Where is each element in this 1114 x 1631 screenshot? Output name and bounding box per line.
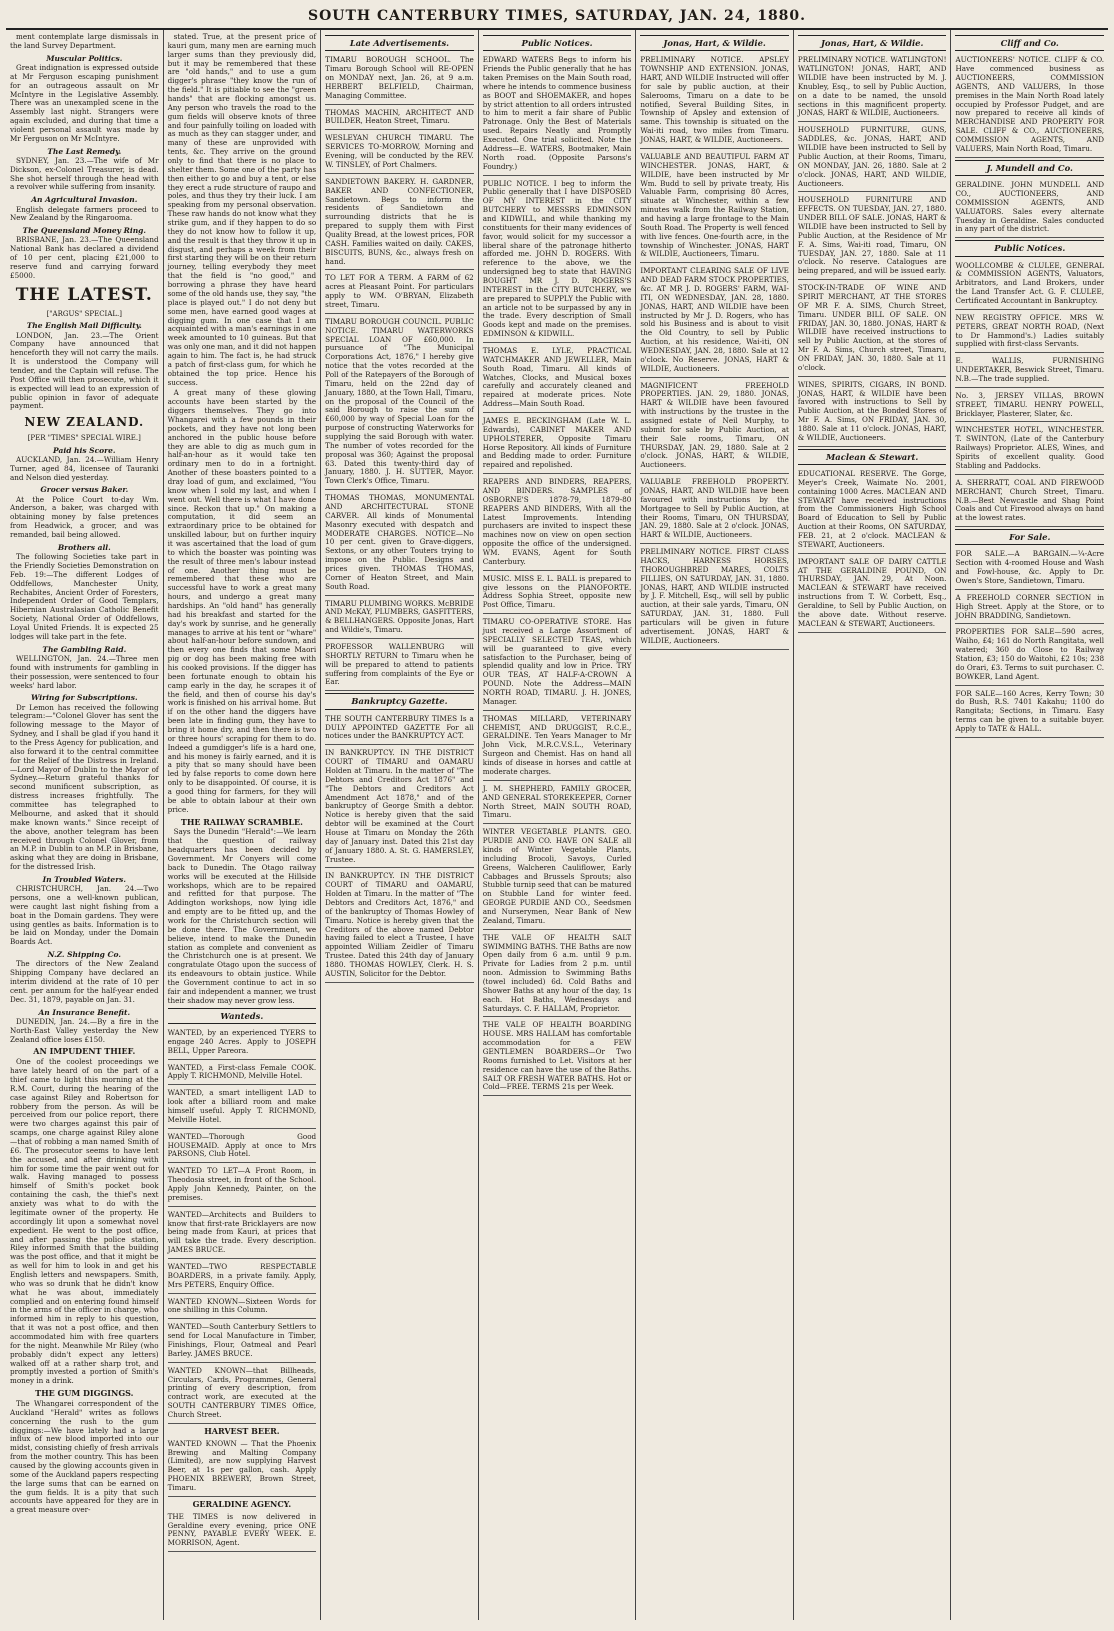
- advertisement: HOUSEHOLD FURNITURE, GUNS, SADDLES, &c. JONAS, HART, AND WILDIE have been instructed to Sell by Public Auction, at their Rooms, Timaru, ON MONDAY, JAN. 26, 1880. Sale at 2 o'clock. JONAS, HART, AND WILDIE, Auctioneers.: [798, 124, 947, 192]
- advertisement: MUSIC. MISS E. L. BALL is prepared to give lessons on the PIANOFORTE. Address Sophia Street, opposite new Post Office, Timaru.: [483, 573, 632, 614]
- advertisement: WINES, SPIRITS, CIGARS, IN BOND. JONAS, HART, & WILDIE have been favored with instructions to Sell by Public Auction, at the Bonded Stores of Mr F. A. Sims, ON FRIDAY, JAN. 30, 1880. Sale at 11 o'clock. JONAS, HART, & WILDIE, Auctioneers.: [798, 379, 947, 447]
- column-3: [321, 30, 479, 1620]
- advertisement: A. SHERRATT, COAL AND FIREWOOD MERCHANT, Church Street, Timaru. N.B.—Best Newcastle and Shag Point Coals and Cut Firewood always on hand at the lowest rates.: [955, 477, 1104, 527]
- advertisement: AUCTIONEERS' NOTICE. CLIFF & CO. Have commenced business as AUCTIONEERS, COMMISSION AGENTS, AND VALUERS, In those premises in the Main North Road lately occupied by Professor Pudget, and are now prepared to receive all kinds of MERCHANDISE AND PROPERTY FOR SALE. CLIFF & CO., AUCTIONEERS, COMMISSION AGENTS, AND VALUERS, Main North Road, Timaru.: [955, 54, 1104, 157]
- advertisement: WANTED, by an experienced TYERS to engage 240 Acres. Apply to JOSEPH BELL, Upper Pareora.: [168, 1027, 317, 1060]
- advertisement: WANTED KNOWN—Sixteen Words for one shilling in this Column.: [168, 1296, 317, 1320]
- advertisement: WANTED KNOWN — That the Phoenix Brewing and Malting Company (Limited), are now supplying Harvest Beer, at 1s per gallon, cash. Apply PHOENIX BREWERY, Brown Street, Timaru.: [168, 1438, 317, 1497]
- article-paragraph: BRISBANE, Jan. 23.—The Queensland National Bank has declared a dividend of 10 per cent, placing £21,000 to reserve fund and carrying forward £5000.: [10, 235, 159, 280]
- article-paragraph: A great many of these glowing accounts have been started by the diggers themselves. They go into Whangarei with a few pounds in their pockets, and they have not long been anchored in the public house before they are able to dig as much gum in half-an-hour as it would take ten ordinary men to do in a fortnight. Another of these boasters pointed to a dray load of gum, and exclaimed, "You know when I sold my last, and when I went out. Well there is what I have done since. Reckon that up." On making a computation, it did seem an extraordinary price to be obtained for unskilled labour, but on further inquiry it was ascertained that the load of gum to which the boaster was pointing was the result of three men's labour instead of one. Another thing must be remembered that these who are successful have to work a great many hours, and undergo a great many hardships. An "old hand" has generally had his breakfast and started for the day's work by sunrise, and he generally manages to arrive at his tent or "whare" about half-an-hour before sundown, and then every one finds that some Maori pig or dog has been making free with his cooked provisions. If the digger has been fortunate enough to obtain his camp early in the day, he scrapes it of the field, and then of course his day's work is finished on his arrival home. But if on the other hand the diggers have been late in finding gum, they have to bring it home dry, and then there is two or three hours' scraping for them to do. Indeed a gumdigger's life is a hard one, and his money is fairly earned, and it is a pity that so many should have been led by false reports to come down here only to be disappointed. Of course, it is a good thing for farmers, for they will be able to obtain labour at their own price.: [167, 388, 317, 814]
- article-paragraph: The Whangarei correspondent of the Auckland "Herald" writes as follows concerning the rush to the gum diggings:—We have lately had a large influx of new blood imported into our midst, consisting chiefly of fresh arrivals from the mother country. This has been caused by the glowing accounts given in some of the Auckland papers respecting the large sums that can be earned on the gum fields. It is a pity that such accounts have appeared for they are in a great measure over-: [10, 1398, 159, 1515]
- article-paragraph: One of the coolest proceedings we have lately heard of on the part of a thief came to light this morning at the R.M. Court, during the hearing of the case against Riley and Robertson for robbery from the person. As will be perceived from our police report, there were two charges against this pair of scamps, one charge against Riley alone—that of robbing a man named Smith of £6. The prosecutor seems to have lent the accused, and after drinking with him for some time the pair went out for walk. Having managed to possess himself of Smith's pocket book containing the cash, the thief's next anxiety was what to do with the legitimate owner of the property. He accordingly lit upon a somewhat novel expedient. He went to the post office, and after passing the police station, Riley informed Smith that the building was the post office, and that it might be as well for him to look in and get his English letters and newspapers. Smith, who was so drunk that he didn't know what he was about, immediately complied and on entering found himself in the arms of the officer in charge, who informed him in reply to his question, that it was not a post office, and then accommodated him with free quarters for the night. Meanwhile Mr Riley (who probably didn't expect any letters) walked off at a rather sharp trot, and promptly invested a portion of Smith's money in a drink.: [10, 1057, 159, 1386]
- advertisement: PRELIMINARY NOTICE. FIRST CLASS HACKS, HARNESS HORSES, THOROUGHBRED MARES, COLTS FILLIES, ON SATURDAY, JAN. 31, 1880. JONAS, HART, AND WILDIE instructed by J. F. Mitchell, Esq., will sell by public auction, at their sale yards, Timaru, ON SATURDAY, JAN. 31, 1880. Full particulars will be given in future advertisement. JONAS, HART & WILDIE, Auctioneers.: [640, 546, 789, 649]
- advertisement: E. WALLIS, FURNISHING UNDERTAKER, Beswick Street, Timaru. N.B.—The trade supplied.: [955, 355, 1104, 388]
- wire-credit: [PER "TIMES" SPECIAL WIRE.]: [27, 434, 141, 442]
- latest-banner: THE LATEST.: [15, 284, 153, 305]
- advertisement: WANTED—TWO RESPECTABLE BOARDERS, in a private family. Apply, Mrs PETERS, Enquiry Office.: [168, 1261, 317, 1294]
- article-paragraph: stated. True, at the present price of kauri gum, many men are earning much larger sums than they previously did, but it may be remembered that these are "old hands," and to use a gum digger's phrase "they know the run of the field." It is pitiable to see the "green hands" that are flocking amongst us. Any person who travels the road to the gum fields will observe knots of three and four painfully toiling on loaded with as much as they can stagger under, and many of these are unprovided with tents, &c. They arrive on the ground only to find that there is no place to shelter them. Some one of the party has then either to go and buy a tent, or else they erect a rude structure of raupo and poles, and thus they try their luck. I am speaking from my personal observation. These raw hands do not know what they strike gum, and if they happen to do so they do not know how to follow it up, and the result is that they throw it up in disgust, and perhaps a week from their first starting they will be on their return journey, telling everybody they meet that the field is "no good," and borrowing a phrase they have heard some of the old hands use, they say, "the place is played out." I do not deny but some men, have earned good wages at digging gum. In one case that I am acquainted with a man's earnings in one week amounted to 10 guineas. But that was only one man, and it did not happen again to him. The fact is, he had struck a patch of first-class gum, for which he obtained the top price. Hence his success.: [167, 32, 317, 387]
- article-subhead: The English Mail Difficulty.: [26, 321, 142, 331]
- advertisement: TIMARU BOROUGH SCHOOL. The Timaru Borough School will RE-OPEN on MONDAY next, Jan. 26, at 9 a.m. HERBERT BELFIELD, Chairman, Managing Committee.: [325, 54, 474, 104]
- article-paragraph: Dr Lemon has received the following telegram:—"Colonel Glover has sent the following message to the Mayor of Sydney, and I shall be glad if you hand it to the Press Agency for publication, and also forward it to the central committee for the Relief of the Distress in Ireland.—Lord Mayor of Dublin to the Mayor of Sydney.—Return grateful thanks for second munificent subscription, as distress increases frightfully. The committee has telegraphed to Melbourne, and asked that it should make known wants." Since receipt of the above, another telegram has been received through Colonel Glover, from an M.P. in Dublin to an M.P. in Brisbane, asking what they are doing in Brisbane, for the distressed Irish.: [10, 702, 159, 872]
- column-4: [479, 30, 637, 1620]
- column-2: [164, 30, 322, 1620]
- article-subhead: An Insurance Benefit.: [38, 1007, 131, 1017]
- advertisement: TIMARU PLUMBING WORKS. McBRIDE AND McKAY, PLUMBERS, GASFITTERS, & BELLHANGERS. Opposite Jonas, Hart and Wildie's, Timaru.: [325, 598, 474, 639]
- advertisement: REAPERS AND BINDERS, REAPERS, AND BINDERS. SAMPLES of OSBORNE'S 1878-79, 1879-80 REAPERS AND BINDERS, With all the Latest Improvements. Intending purchasers are invited to inspect these machines now on view on open section opposite the office of the undersigned. WM. EVANS, Agent for South Canterbury.: [483, 476, 632, 571]
- article-paragraph: CHRISTCHURCH, Jan. 24.—Two persons, one a well-known publican, were caught last night fishing from a boat in the Domain gardens. They were using gentles as baits. Information is to be laid on Monday, under the Domain Boards Act.: [10, 884, 159, 947]
- article-paragraph: ment contemplate large dismissals in the land Survey Department.: [10, 32, 159, 50]
- advertisement: TIMARU BOROUGH COUNCIL. PUBLIC NOTICE. TIMARU WATERWORKS SPECIAL LOAN OF £60,000. In pursuance of "The Municipal Corporations Act, 1876," I hereby give notice that the votes recorded at the Poll of the Ratepayers of the Borough of Timaru, held on the 22nd day of January, 1880, at the Town Hall, Timaru, on the proposal of the Council of the said Borough to raise the sum of £60,000 by way of Special Loan for the purpose of constructing Waterworks for supplying the said Borough with water. The number of votes recorded for the proposal was 360; Against the proposal 63. Dated this twenty-third day of January, 1880. J. H. SUTTER, Mayor. Town Clerk's Office, Timaru.: [325, 316, 474, 490]
- advertisement: WINCHESTER HOTEL, WINCHESTER. T. SWINTON, (Late of the Canterbury Railways) Proprietor. ALES, Wines, and Spirits of excellent quality. Good Stabling and Paddocks.: [955, 424, 1104, 474]
- column-1: [6, 30, 164, 1620]
- article-headline: HARVEST BEER.: [204, 1425, 280, 1436]
- advertisement: PROFESSOR WALLENBURG will SHORTLY RETURN to Timaru when he will be prepared to attend to patients suffering from complaints of the Eye or Ear.: [325, 641, 474, 691]
- article-paragraph: SYDNEY, Jan. 23.—The wife of Mr Dickson, ex-Colonel Treasurer, is dead. She shot herself through the head with a revolver while suffering from insanity.: [10, 155, 159, 192]
- article-headline: GERALDINE AGENCY.: [192, 1498, 292, 1509]
- advertisement: WINTER VEGETABLE PLANTS. GEO. PURDIE AND CO. HAVE ON SALE all kinds of Winter Vegetable Plants, including Brocoli, Savoys, Curled Greens, Walcheren Cauliflower, Early Cabbages and Brussels Sprouts; also Stubble turnip seed that can be matured on Stubble Land for winter feed. GEORGE PURDIE AND CO., Seedsmen and Nurserymen, Near Bank of New Zealand, Timaru.: [483, 826, 632, 929]
- section-heading: Jonas, Hart, & Wildie.: [640, 35, 789, 51]
- advertisement: IMPORTANT SALE OF DAIRY CATTLE AT THE GERALDINE POUND, ON THURSDAY, JAN. 29, At Noon. MACLEAN & STEWART have received instructions from T. W. Corbett, Esq., Geraldine, to Sell by Public Auction, on the above date. Without reserve. MACLEAN & STEWART, Auctioneers.: [798, 556, 947, 633]
- advertisement: VALUABLE FREEHOLD PROPERTY. JONAS, HART, AND WILDIE have been favoured with instructions by the Mortgagee to Sell by Public Auction, at their Rooms, Timaru, ON THURSDAY, JAN. 29, 1880. Sale at 2 o'clock. JONAS, HART & WILDIE, Auctioneers.: [640, 476, 789, 544]
- article-headline: THE GUM DIGGINGS.: [35, 1388, 134, 1399]
- advertisement: IN BANKRUPTCY. IN THE DISTRICT COURT of TIMARU and OAMARU Holden at Timaru. In the matter of "The Debtors and Creditors Act 1876" and "The Debtors and Creditors Act Amendment Act 1878," and of the bankruptcy of George Smith a debtor. Notice is hereby given that the said debtor will be examined at the Court House at Timaru on Monday the 26th day of January inst. Dated this 21st day of January 1880. A. St. G. HAMERSLEY, Trustee.: [325, 747, 474, 868]
- advertisement: WANTED—South Canterbury Settlers to send for Local Manufacture in Timber, Finishings, Flour, Oatmeal and Pearl Barley. JAMES BRUCE.: [168, 1321, 317, 1362]
- article-subhead: Grocer versus Baker.: [40, 485, 129, 495]
- article-headline: THE RAILWAY SCRAMBLE.: [180, 816, 303, 827]
- advertisement: A FREEHOLD CORNER SECTION in High Street. Apply at the Store, or to JOHN BRADDING, Sandietown.: [955, 592, 1104, 625]
- advertisement: PUBLIC NOTICE. I beg to inform the Public generally that I have DISPOSED OF MY INTEREST in the CITY BUTCHERY to MESSRS EDMINSON and KIDWILL, and while thanking my constituents for their many evidences of favor, would solicit for my successor a liberal share of the patronage hitherto afforded me. JOHN D. ROGERS. With reference to the above, we the undersigned beg to state that HAVING BOUGHT MR J. D. ROGERS'S INTEREST in the CITY BUTCHERY, we are prepared to SUPPLY the Public with an article not to be surpassed by any in the trade. Every description of Small Goods kept and made on the premises. EDMINSON & KIDWILL.: [483, 178, 632, 343]
- column-5: [636, 30, 794, 1620]
- advertisement: JAMES E. BECKINGHAM (Late W. L. Edwards), CABINET MAKER AND UPHOLSTERER, Opposite Timaru Horse Repository. All kinds of Furniture and Bedding made to order. Furniture repaired and repolished.: [483, 415, 632, 474]
- advertisement: TO LET FOR A TERM. A FARM of 62 acres at Pleasant Point. For particulars apply to WM. O'BRYAN, Elizabeth street, Timaru.: [325, 272, 474, 313]
- article-subhead: Wiring for Subscriptions.: [30, 693, 138, 703]
- advertisement: PROPERTIES FOR SALE—590 acres, Waiho, £4; 161 do North Rangitata, well watered; 360 do Close to Railway Station, £3; 150 do Waitohi, £2 10s; 238 do Orari, £3. Terms to suit purchaser. C. BOWKER, Land Agent.: [955, 626, 1104, 685]
- section-heading: Bankruptcy Gazette.: [325, 693, 474, 709]
- advertisement: EDWARD WATERS Begs to inform his Friends the Public generally that he has taken Premises on the Main South road, where he intends to commence business as BOOT and SHOEMAKER, and hopes by strict attention to all orders intrusted to him to merit a fair share of Public Patronage. Only the Best of Materials used. Repairs Neatly and Promptly Executed. One trial solicited. Note the Address—E. WATERS, Bootmaker, Main North road. (Opposite Parsons's Foundry.): [483, 54, 632, 175]
- advertisement: THE SOUTH CANTERBURY TIMES Is a DULY APPOINTED GAZETTE For all notices under the BANKRUPTCY ACT.: [325, 713, 474, 746]
- section-heading: Maclean & Stewart.: [798, 449, 947, 465]
- region-banner: NEW ZEALAND.: [24, 415, 145, 430]
- advertisement: TIMARU CO-OPERATIVE STORE. Has just received a Large Assortment of SPECIALLY SELECTED TEAS, which will be guaranteed to give every satisfaction to the Purchaser, being of splendid quality and low in Price. TRY OUR TEAS, AT HALF-A-CROWN A POUND. Note the Address—MAIN NORTH ROAD, TIMARU. J. H. JONES, Manager.: [483, 616, 632, 711]
- section-heading: J. Mundell and Co.: [955, 160, 1104, 176]
- advertisement: WANTED—Architects and Builders to know that first-rate Bricklayers are now being made from Kauri, at prices that will take the trade. Every description. JAMES BRUCE.: [168, 1209, 317, 1259]
- advertisement: THE VALE OF HEALTH SALT SWIMMING BATHS. THE Baths are now Open daily from 6 a.m. until 9 p.m. Private for Ladies from 2 p.m. until noon. Admission to Swimming Baths (towel included) 6d. Cold Baths and Shower Baths at any hour of the day, 1s each. Hot Baths, Wednesdays and Saturdays. C. F. HALLAM, Proprietor.: [483, 932, 632, 1018]
- advertisement: THOMAS MACHIN, ARCHITECT AND BUILDER, Heaton Street, Timaru.: [325, 107, 474, 131]
- article-subhead: In Troubled Waters.: [42, 874, 126, 884]
- article-subhead: The Gambling Raid.: [42, 644, 127, 654]
- article-paragraph: English delegate farmers proceed to New Zealand by the Ringarooma.: [10, 204, 159, 223]
- masthead: SOUTH CANTERBURY TIMES, SATURDAY, JAN. 24, 1880.: [6, 4, 1108, 30]
- advertisement: MAGNIFICENT FREEHOLD PROPERTIES. JAN. 29, 1880. JONAS, HART & WILDIE have been favoured with instructions by the trustee in the assigned estate of Neil Murphy, to submit for sale by Public Auction, at their Sale rooms, Timaru, ON THURSDAY, JAN. 29, 1880. Sale at 2 o'clock. JONAS, HART, & WILDIE, Auctioneers.: [640, 380, 789, 475]
- advertisement: THOMAS MILLARD, VETERINARY CHEMIST, AND DRUGGIST, R.C.E., GERALDINE. Ten Years Manager to Mr John Vick, M.R.C.V.S.L., Veterinary Surgeon and Chemist. Has on hand all kinds of disease in horses and cattle at moderate charges.: [483, 713, 632, 781]
- article-subhead: The Queensland Money Ring.: [22, 226, 147, 236]
- advertisement: HOUSEHOLD FURNITURE AND EFFECTS. ON TUESDAY, JAN. 27, 1880. UNDER BILL OF SALE. JONAS, HART & WILDIE have been instructed to Sell by Public Auction, at the Residence of Mr F. A. Sims, Wai-iti road, Timaru, ON TUESDAY, JAN. 27, 1880. Sale at 11 o'clock. No reserve. Catalogues are being prepared, and will be issued early.: [798, 194, 947, 280]
- advertisement: STOCK-IN-TRADE OF WINE AND SPIRIT MERCHANT, AT THE STORES OF MR F. A. SIMS, Church Street, Timaru. UNDER BILL OF SALE. ON FRIDAY, JAN. 30, 1880. JONAS, HART & WILDIE have received instructions to sell by Public Auction, at the stores of Mr F. A. Sims, Church street, Timaru, ON FRIDAY, JAN. 30, 1880. Sale at 11 o'clock.: [798, 282, 947, 377]
- advertisement: THOMAS THOMAS, MONUMENTAL AND ARCHITECTURAL STONE CARVER. All kinds of Monumental Masonry executed with despatch and MODERATE CHARGES. NOTICE—No 10 per cent. given to Grave-diggers, Sextons, or any other Touters trying to impose on the Public. Designs and prices given. THOMAS THOMAS, Corner of Heaton Street, and Main South Road.: [325, 492, 474, 595]
- section-heading: Public Notices.: [483, 35, 632, 51]
- advertisement: FOR SALE—160 Acres, Kerry Town; 30 do Bush, R.S. 7401 Kakahu; 1100 do Rangitata; Sections, in Timaru. Easy terms can be given to a suitable buyer. Apply to TATE & HALL.: [955, 688, 1104, 738]
- advertisement: THOMAS E. LYLE, PRACTICAL WATCHMAKER AND JEWELLER, Main South Road, Timaru. All kinds of Watches, Clocks, and Musical boxes carefully and accurately cleaned and repaired at moderate prices. Note Address—Main South Road.: [483, 345, 632, 413]
- section-heading: Jonas, Hart, & Wildie.: [798, 35, 947, 51]
- advertisement: WANTED—Thorough Good HOUSEMAID. Apply at once to Mrs PARSONS, Club Hotel.: [168, 1131, 317, 1164]
- advertisement: IN BANKRUPTCY. IN THE DISTRICT COURT of TIMARU and OAMARU, Holden at Timaru. In the matter of "The Debtors and Creditors Act, 1876," and of the bankruptcy of Thomas Howley of Timaru. Notice is hereby given that the Creditors of the above named Debtor having failed to elect a Trustee, I have appointed William Zeidler of Timaru Trustee. Dated this 24th day of January 1880. THOMAS HOWLEY, Clerk. H. S. AUSTIN, Solicitor for the Debtor.: [325, 870, 474, 982]
- advertisement: WESLEYAN CHURCH TIMARU. The SERVICES TO-MORROW, Morning and Evening, will be conducted by the REV. W. TINSLEY, of Port Chalmers.: [325, 132, 474, 173]
- section-heading: Public Notices.: [955, 240, 1104, 256]
- advertisement: NEW REGISTRY OFFICE. MRS W. PETERS, GREAT NORTH ROAD, (Next to Dr Hammond's.) Ladies suitably supplied with first-class Servants.: [955, 312, 1104, 353]
- article-subhead: Muscular Politics.: [46, 53, 123, 63]
- advertisement: PRELIMINARY NOTICE. APSLEY TOWNSHIP AND EXTENSION. JONAS, HART, AND WILDIE Instructed will offer for sale by public auction, at their Salerooms, Timaru on a date to be notified, Several Building Sites, in Township of Apsley and extension of same. This township is situated on the Wai-iti road, two miles from Timaru. JONAS, HART, & WILDIE, Auctioneers.: [640, 54, 789, 149]
- advertisement: WANTED KNOWN—that Billheads, Circulars, Cards, Programmes, General printing of every description, from contract work, are executed at the SOUTH CANTERBURY TIMES Office, Church Street.: [168, 1365, 317, 1424]
- article-subhead: N.Z. Shipping Co.: [47, 950, 121, 960]
- advertisement: WOOLLCOMBE & CLULEE, GENERAL & COMMISSION AGENTS, Valuators, Arbitrators, and Land Brokers, under the Land Transfer Act. G. F. CLULEE, Certificated Accountant in Bankruptcy.: [955, 260, 1104, 310]
- article-paragraph: AUCKLAND, Jan. 24.—William Henry Turner, aged 84, licensee of Tauranki and Nelson died yesterday.: [10, 454, 159, 482]
- section-heading: Late Advertisements.: [325, 35, 474, 51]
- article-paragraph: The directors of the New Zealand Shipping Company have declared an interim dividend at the rate of 10 per cent. per annum for the half-year ended Dec. 31, 1879, payable on Jan. 31.: [10, 959, 159, 1004]
- column-7: [951, 30, 1108, 1620]
- wire-credit: ["ARGUS" SPECIAL.]: [46, 309, 122, 318]
- section-heading: For Sale.: [955, 529, 1104, 545]
- article-paragraph: WELLINGTON, Jan. 24.—Three men found with instruments for gambling in their possession, were sentenced to four weeks' hard labor.: [10, 653, 159, 690]
- advertisement: WANTED, a First-class Female COOK. Apply T. RICHMOND, Melville Hotel.: [168, 1062, 317, 1086]
- article-paragraph: Great indignation is expressed outside at Mr Ferguson escaping punishment for an outrageous assault on Mr McIntyre in the Legislative Assembly. There was an unexampled scene in the Assembly last night. Strangers were again excluded, and during that time a violent personal assault was made by Mr Ferguson on Mr McIntyre.: [10, 62, 159, 143]
- advertisement: IMPORTANT CLEARING SALE OF LIVE AND DEAD FARM STOCK PROPERTIES, &c. AT MR J. D. ROGERS' FARM, WAI-ITI, ON WEDNESDAY, JAN. 28, 1880. JONAS, HART, AND WILDIE have been instructed by Mr J. D. Rogers, who has sold his Business and is about to visit the Old Country, to sell by Public Auction, at his residence, Wai-iti, ON WEDNESDAY, JAN. 28, 1880. Sale at 12 o'clock. No Reserve. JONAS, HART & WILDIE, Auctioneers.: [640, 265, 789, 377]
- advertisement: PRELIMINARY NOTICE. WATLINGTON! WATLINGTON! JONAS, HART, AND WILDIE have been instructed by M. J. Knubley, Esq., to sell by Public Auction, on a date to be named, the unsold sections in this magnificent property. JONAS, HART & WILDIE, Auctioneers.: [798, 54, 947, 122]
- columns: [6, 30, 1108, 1620]
- article-paragraph: Says the Dunedin "Herald":—We learn that the question of railway headquarters has been decided by Government. Mr Conyers will come back to Dunedin. The Otago railway works will be executed at the Hillside workshops, which are to be repaired and refitted for that purpose. The Addington workshops, now lying idle and empty are to be fitted up, and the work for the Christchurch section will be done there. The Government, we believe, intend to make the Dunedin station as complete and convenient as the Christchurch one is at present. We congratulate Otago upon the success of its endeavours to obtain justice. While the Government continue to act in so fair and independent a manner, we trust their shadow may never grow less.: [167, 827, 317, 1005]
- advertisement: THE TIMES is now delivered in Geraldine every evening, price ONE PENNY, PAYABLE EVERY WEEK. E. MORRISON, Agent.: [168, 1511, 317, 1552]
- article-paragraph: At the Police Court to-day Wm. Anderson, a baker, was charged with obtaining money by false pretences from Headwick, a grocer, and was remanded, bail being allowed.: [10, 494, 159, 540]
- advertisement: VALUABLE AND BEAUTIFUL FARM AT WINCHESTER. JONAS, HART, & WILDIE, have been instructed by Mr Wm. Budd to sell by private treaty, His Valuable Farm, comprising 80 Acres, situate at Winchester, within a few minutes walk from the Railway Station, and having a large frontage to the Main South Road. The Property is well fenced with live fences. One-fourth acre, in the township of Winchester. JONAS, HART & WILDIE, Auctioneers, Timaru.: [640, 151, 789, 263]
- section-heading: Wanteds.: [168, 1008, 317, 1024]
- article-paragraph: The following Societies take part in the Friendly Societies Demonstration on Feb. 19:—The different Lodges of Oddfellows, Manchester Unity, Rechabites, Ancient Order of Foresters, Independent Order of Good Templars, Hibernian Australasian Catholic Benefit Society, National Order of Oddfellows, Loyal United Friends. It is expected 25 lodges will take part in the fete.: [10, 552, 159, 641]
- article-paragraph: LONDON, Jan. 23.—The Orient Company have announced that henceforth they will not carry the mails. It is understood the Company will tender, and the Captain will refuse. The Post Office will then prosecute, which it is expected will lead to an expression of public opinion in favor of adequate payment.: [10, 330, 159, 411]
- advertisement: No. 3, JERSEY VILLAS, BROWN STREET, TIMARU. HENRY POWELL, Bricklayer, Plasterer, Slater, &c.: [955, 390, 1104, 423]
- advertisement: SANDIETOWN BAKERY. H. GARDNER, BAKER AND CONFECTIONER, Sandietown. Begs to inform the residents of Sandietown and surrounding districts that he is prepared to supply them with First Quality Bread, at the lowest prices, FOR CASH. Families waited on daily. CAKES, BISCUITS, BUNS, &c., always fresh on hand.: [325, 176, 474, 271]
- advertisement: FOR SALE.—A BARGAIN.—¼-Acre Section with 4-roomed House and Wash and Fowl-house, &c. Apply to Dr. Owen's Store, Sandietown, Timaru.: [955, 548, 1104, 589]
- newspaper-page: [6, 4, 1108, 1623]
- advertisement: WANTED, a smart intelligent LAD to look after a billiard room and make himself useful. Apply T. RICHMOND, Melville Hotel.: [168, 1087, 317, 1128]
- article-headline: AN IMPUDENT THIEF.: [33, 1046, 136, 1057]
- advertisement: WANTED TO LET—A Front Room, in Theodosia street, in front of the School. Apply John Kennedy, Painter, on the premises.: [168, 1165, 317, 1206]
- section-heading: Cliff and Co.: [955, 35, 1104, 51]
- advertisement: THE VALE OF HEALTH BOARDING HOUSE. MRS HALLAM has comfortable accommodation for a FEW GENTLEMEN BOARDERS—Or Two Rooms furnished to Let. Visitors at her residence can have the use of the Baths. SALT OR FRESH WATER BATHS. Hot or Cold—FREE. TERMS 21s per Week.: [483, 1019, 632, 1096]
- column-6: [794, 30, 952, 1620]
- advertisement: GERALDINE. JOHN MUNDELL AND CO., AUCTIONEERS, AND COMMISSION AGENTS, AND VALUATORS. Sales every alternate Tuesday in Geraldine. Sales conducted in any part of the district.: [955, 179, 1104, 238]
- article-subhead: Paid his Score.: [53, 445, 116, 455]
- article-subhead: The Last Remedy.: [47, 146, 122, 156]
- advertisement: EDUCATIONAL RESERVE. The Gorge, Meyer's Creek, Waimate No. 2001, containing 1000 Acres. MACLEAN AND STEWART have received instructions from the Commissioners High School Board of Education to Sell by Public Auction at their Rooms, ON SATURDAY, FEB. 21, at 2 o'clock. MACLEAN & STEWART, Auctioneers.: [798, 468, 947, 554]
- article-paragraph: DUNEDIN, Jan. 24.—By a fire in the North-East Valley yesterday the New Zealand office loses £150.: [10, 1016, 159, 1044]
- article-subhead: An Agricultural Invasion.: [31, 195, 138, 205]
- article-subhead: Brothers all.: [57, 542, 111, 552]
- advertisement: J. M. SHEPHERD, FAMILY GROCER, AND GENERAL STOREKEEPER, Corner North Street, MAIN SOUTH ROAD, Timaru.: [483, 783, 632, 824]
